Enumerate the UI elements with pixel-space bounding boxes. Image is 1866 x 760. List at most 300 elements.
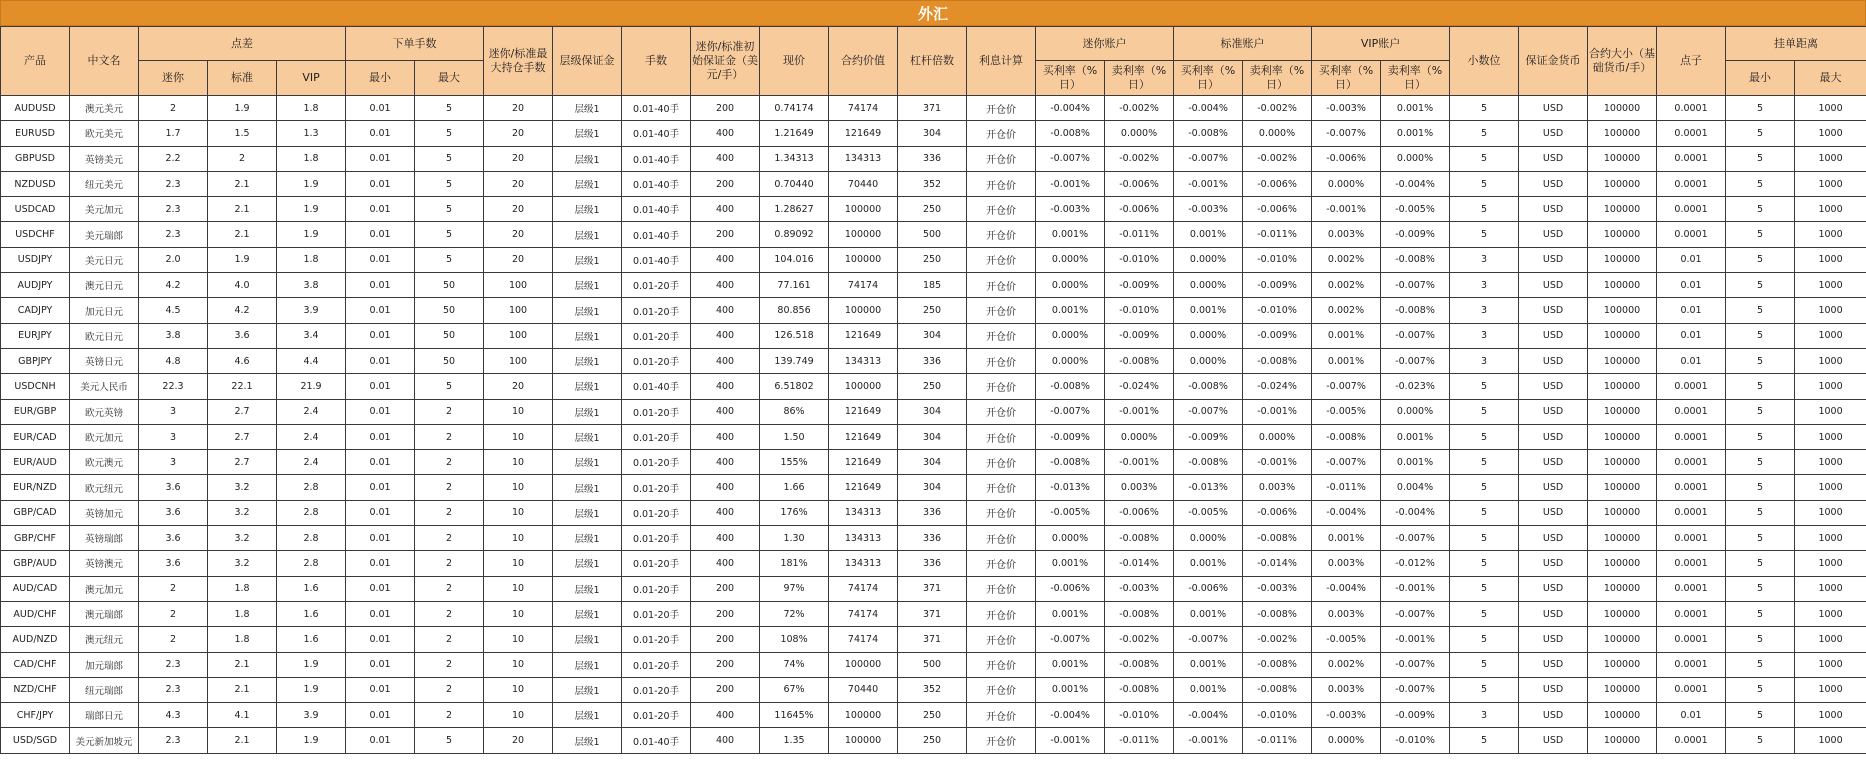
cell-chinese-name: 澳元加元 (70, 576, 139, 601)
cell-pending-max: 1000 (1795, 323, 1866, 348)
cell-tier-margin: 层级1 (553, 627, 622, 652)
cell-max-position: 20 (484, 96, 553, 121)
cell-chinese-name: 澳元瑞郎 (70, 601, 139, 626)
table-row (1, 627, 1866, 652)
cell-vip-buy-rate: 0.003% (1312, 677, 1381, 702)
cell-contract-value: 121649 (829, 323, 898, 348)
cell-lot-count: 0.01-20手 (622, 348, 691, 373)
cell-vip-buy-rate: 0.001% (1312, 323, 1381, 348)
cell-current-price: 1.21649 (760, 121, 829, 146)
cell-spread-vip: 2.8 (277, 475, 346, 500)
cell-pip: 0.0001 (1657, 399, 1726, 424)
cell-chinese-name: 澳元美元 (70, 96, 139, 121)
cell-mini-buy-rate: -0.008% (1036, 374, 1105, 399)
cell-vip-sell-rate: -0.012% (1381, 551, 1450, 576)
cell-contract-size: 100000 (1588, 677, 1657, 702)
cell-mini-buy-rate: 0.000% (1036, 273, 1105, 298)
cell-leverage: 336 (898, 146, 967, 171)
cell-pip: 0.0001 (1657, 171, 1726, 196)
cell-standard-sell-rate: -0.008% (1243, 348, 1312, 373)
cell-vip-sell-rate: -0.004% (1381, 171, 1450, 196)
cell-lots-max: 5 (415, 728, 484, 753)
cell-mini-sell-rate: -0.011% (1105, 728, 1174, 753)
cell-contract-size: 100000 (1588, 323, 1657, 348)
cell-current-price: 155% (760, 450, 829, 475)
cell-max-position: 10 (484, 652, 553, 677)
cell-interest-calc: 开仓价 (967, 526, 1036, 551)
cell-contract-size: 100000 (1588, 475, 1657, 500)
cell-contract-size: 100000 (1588, 703, 1657, 728)
cell-tier-margin: 层级1 (553, 526, 622, 551)
cell-spread-standard: 2.1 (208, 197, 277, 222)
cell-spread-vip: 2.8 (277, 500, 346, 525)
cell-product: GBP/CAD (1, 500, 70, 525)
cell-tier-margin: 层级1 (553, 348, 622, 373)
cell-chinese-name: 英镑日元 (70, 348, 139, 373)
cell-mini-sell-rate: -0.008% (1105, 677, 1174, 702)
cell-product: AUD/CAD (1, 576, 70, 601)
cell-contract-value: 134313 (829, 146, 898, 171)
cell-standard-sell-rate: -0.024% (1243, 374, 1312, 399)
cell-mini-sell-rate: -0.006% (1105, 500, 1174, 525)
cell-lots-min: 0.01 (346, 500, 415, 525)
cell-margin-currency: USD (1519, 298, 1588, 323)
cell-vip-buy-rate: -0.005% (1312, 627, 1381, 652)
cell-leverage: 371 (898, 627, 967, 652)
cell-pending-min: 5 (1726, 298, 1795, 323)
cell-lots-min: 0.01 (346, 222, 415, 247)
table-row (1, 424, 1866, 449)
cell-decimals: 5 (1450, 677, 1519, 702)
cell-standard-buy-rate: -0.008% (1174, 450, 1243, 475)
cell-lots-max: 2 (415, 677, 484, 702)
cell-product: CAD/CHF (1, 652, 70, 677)
cell-pending-max: 1000 (1795, 247, 1866, 272)
cell-vip-buy-rate: -0.007% (1312, 121, 1381, 146)
cell-interest-calc: 开仓价 (967, 273, 1036, 298)
cell-decimals: 5 (1450, 222, 1519, 247)
table-row (1, 171, 1866, 196)
cell-pending-min: 5 (1726, 703, 1795, 728)
cell-lots-max: 50 (415, 298, 484, 323)
cell-pending-max: 1000 (1795, 222, 1866, 247)
cell-lots-min: 0.01 (346, 298, 415, 323)
cell-pending-max: 1000 (1795, 273, 1866, 298)
cell-vip-buy-rate: 0.000% (1312, 171, 1381, 196)
cell-standard-sell-rate: -0.014% (1243, 551, 1312, 576)
cell-mini-buy-rate: 0.001% (1036, 677, 1105, 702)
cell-current-price: 181% (760, 551, 829, 576)
cell-contract-value: 121649 (829, 424, 898, 449)
cell-interest-calc: 开仓价 (967, 323, 1036, 348)
cell-spread-vip: 2.8 (277, 551, 346, 576)
cell-pip: 0.0001 (1657, 526, 1726, 551)
cell-tier-margin: 层级1 (553, 222, 622, 247)
cell-contract-size: 100000 (1588, 627, 1657, 652)
cell-mini-buy-rate: 0.000% (1036, 526, 1105, 551)
cell-spread-standard: 2.1 (208, 652, 277, 677)
cell-spread-mini: 2.3 (139, 728, 208, 753)
cell-spread-mini: 2.2 (139, 146, 208, 171)
cell-current-price: 139.749 (760, 348, 829, 373)
header-max-position: 迷你/标准最大持仓手数 (484, 27, 553, 96)
header-mini-account: 迷你账户 (1036, 27, 1174, 61)
header-standard-sell-rate: 卖利率（%日） (1243, 61, 1312, 96)
cell-margin-currency: USD (1519, 247, 1588, 272)
cell-spread-vip: 1.9 (277, 222, 346, 247)
cell-pending-max: 1000 (1795, 96, 1866, 121)
cell-product: USD/SGD (1, 728, 70, 753)
cell-pending-max: 1000 (1795, 576, 1866, 601)
cell-pending-min: 5 (1726, 652, 1795, 677)
cell-lots-min: 0.01 (346, 323, 415, 348)
cell-pip: 0.0001 (1657, 424, 1726, 449)
cell-standard-buy-rate: 0.001% (1174, 601, 1243, 626)
cell-vip-buy-rate: -0.001% (1312, 197, 1381, 222)
cell-pending-min: 5 (1726, 197, 1795, 222)
cell-chinese-name: 美元新加坡元 (70, 728, 139, 753)
cell-standard-buy-rate: 0.001% (1174, 551, 1243, 576)
cell-leverage: 352 (898, 171, 967, 196)
header-initial-margin: 迷你/标准初始保证金（美元/手） (691, 27, 760, 96)
cell-lots-min: 0.01 (346, 348, 415, 373)
cell-leverage: 352 (898, 677, 967, 702)
cell-leverage: 250 (898, 298, 967, 323)
cell-decimals: 5 (1450, 601, 1519, 626)
cell-lot-count: 0.01-20手 (622, 551, 691, 576)
cell-initial-margin: 200 (691, 576, 760, 601)
cell-current-price: 74% (760, 652, 829, 677)
cell-spread-mini: 2 (139, 627, 208, 652)
cell-standard-buy-rate: -0.004% (1174, 703, 1243, 728)
cell-current-price: 104.016 (760, 247, 829, 272)
cell-standard-sell-rate: 0.000% (1243, 424, 1312, 449)
cell-lots-max: 2 (415, 652, 484, 677)
cell-vip-sell-rate: -0.001% (1381, 576, 1450, 601)
cell-spread-vip: 3.9 (277, 298, 346, 323)
cell-spread-mini: 4.5 (139, 298, 208, 323)
cell-current-price: 176% (760, 500, 829, 525)
cell-spread-vip: 1.9 (277, 171, 346, 196)
cell-decimals: 3 (1450, 323, 1519, 348)
cell-contract-value: 100000 (829, 298, 898, 323)
cell-standard-buy-rate: 0.001% (1174, 298, 1243, 323)
cell-tier-margin: 层级1 (553, 273, 622, 298)
cell-mini-buy-rate: -0.007% (1036, 399, 1105, 424)
cell-decimals: 3 (1450, 273, 1519, 298)
cell-interest-calc: 开仓价 (967, 96, 1036, 121)
cell-product: CHF/JPY (1, 703, 70, 728)
cell-tier-margin: 层级1 (553, 323, 622, 348)
cell-mini-buy-rate: -0.007% (1036, 146, 1105, 171)
cell-vip-buy-rate: 0.002% (1312, 247, 1381, 272)
cell-standard-sell-rate: -0.006% (1243, 197, 1312, 222)
cell-current-price: 97% (760, 576, 829, 601)
header-mini-buy-rate: 买利率（%日） (1036, 61, 1105, 96)
cell-interest-calc: 开仓价 (967, 703, 1036, 728)
table-row (1, 222, 1866, 247)
cell-pip: 0.0001 (1657, 222, 1726, 247)
cell-chinese-name: 英镑澳元 (70, 551, 139, 576)
cell-decimals: 3 (1450, 247, 1519, 272)
header-lots-min: 最小 (346, 61, 415, 96)
cell-pending-max: 1000 (1795, 197, 1866, 222)
cell-product: CADJPY (1, 298, 70, 323)
cell-interest-calc: 开仓价 (967, 348, 1036, 373)
cell-standard-sell-rate: -0.010% (1243, 703, 1312, 728)
cell-chinese-name: 欧元纽元 (70, 475, 139, 500)
cell-standard-buy-rate: -0.004% (1174, 96, 1243, 121)
cell-pending-max: 1000 (1795, 627, 1866, 652)
cell-vip-buy-rate: 0.003% (1312, 601, 1381, 626)
cell-product: EUR/NZD (1, 475, 70, 500)
cell-vip-sell-rate: -0.009% (1381, 703, 1450, 728)
cell-tier-margin: 层级1 (553, 399, 622, 424)
cell-mini-sell-rate: -0.003% (1105, 576, 1174, 601)
cell-spread-standard: 4.2 (208, 298, 277, 323)
cell-vip-sell-rate: 0.000% (1381, 146, 1450, 171)
header-contract-size: 合约大小（基础货币/手） (1588, 27, 1657, 96)
cell-contract-size: 100000 (1588, 298, 1657, 323)
cell-contract-value: 121649 (829, 475, 898, 500)
table-row (1, 374, 1866, 399)
cell-chinese-name: 欧元英镑 (70, 399, 139, 424)
cell-initial-margin: 200 (691, 601, 760, 626)
cell-lots-max: 5 (415, 146, 484, 171)
cell-contract-value: 134313 (829, 500, 898, 525)
cell-spread-vip: 1.3 (277, 121, 346, 146)
cell-margin-currency: USD (1519, 146, 1588, 171)
cell-leverage: 336 (898, 500, 967, 525)
table-row (1, 399, 1866, 424)
cell-leverage: 304 (898, 323, 967, 348)
cell-pip: 0.0001 (1657, 728, 1726, 753)
cell-product: GBP/CHF (1, 526, 70, 551)
cell-pip: 0.0001 (1657, 475, 1726, 500)
cell-lots-max: 5 (415, 121, 484, 146)
cell-pending-max: 1000 (1795, 374, 1866, 399)
cell-contract-size: 100000 (1588, 171, 1657, 196)
forex-spec-table (0, 26, 1866, 754)
cell-vip-buy-rate: 0.002% (1312, 298, 1381, 323)
cell-chinese-name: 澳元日元 (70, 273, 139, 298)
cell-tier-margin: 层级1 (553, 424, 622, 449)
header-decimals: 小数位 (1450, 27, 1519, 96)
cell-mini-sell-rate: -0.002% (1105, 627, 1174, 652)
cell-standard-buy-rate: 0.000% (1174, 348, 1243, 373)
cell-spread-standard: 2 (208, 146, 277, 171)
cell-decimals: 5 (1450, 424, 1519, 449)
cell-pending-max: 1000 (1795, 121, 1866, 146)
table-row (1, 601, 1866, 626)
cell-pending-max: 1000 (1795, 348, 1866, 373)
cell-vip-buy-rate: -0.004% (1312, 500, 1381, 525)
cell-margin-currency: USD (1519, 475, 1588, 500)
cell-contract-size: 100000 (1588, 121, 1657, 146)
header-margin-currency: 保证金货币 (1519, 27, 1588, 96)
cell-spread-mini: 3.6 (139, 475, 208, 500)
header-pending-min: 最小 (1726, 61, 1795, 96)
cell-interest-calc: 开仓价 (967, 450, 1036, 475)
cell-lot-count: 0.01-20手 (622, 627, 691, 652)
cell-margin-currency: USD (1519, 424, 1588, 449)
cell-leverage: 304 (898, 475, 967, 500)
cell-lots-min: 0.01 (346, 171, 415, 196)
header-leverage: 杠杆倍数 (898, 27, 967, 96)
cell-pending-max: 1000 (1795, 146, 1866, 171)
cell-interest-calc: 开仓价 (967, 399, 1036, 424)
cell-initial-margin: 400 (691, 197, 760, 222)
cell-pending-max: 1000 (1795, 601, 1866, 626)
cell-spread-mini: 3 (139, 399, 208, 424)
table-row (1, 197, 1866, 222)
cell-current-price: 126.518 (760, 323, 829, 348)
cell-spread-mini: 2.3 (139, 197, 208, 222)
cell-mini-buy-rate: 0.001% (1036, 298, 1105, 323)
cell-current-price: 80.856 (760, 298, 829, 323)
cell-mini-buy-rate: -0.001% (1036, 171, 1105, 196)
cell-mini-sell-rate: -0.002% (1105, 96, 1174, 121)
cell-mini-buy-rate: 0.000% (1036, 247, 1105, 272)
cell-product: NZDUSD (1, 171, 70, 196)
cell-chinese-name: 加元日元 (70, 298, 139, 323)
cell-contract-size: 100000 (1588, 601, 1657, 626)
cell-interest-calc: 开仓价 (967, 374, 1036, 399)
cell-contract-value: 74174 (829, 96, 898, 121)
cell-spread-vip: 1.6 (277, 627, 346, 652)
cell-pending-min: 5 (1726, 475, 1795, 500)
cell-tier-margin: 层级1 (553, 374, 622, 399)
cell-mini-buy-rate: -0.008% (1036, 450, 1105, 475)
cell-product: EUR/AUD (1, 450, 70, 475)
cell-pip: 0.01 (1657, 298, 1726, 323)
cell-tier-margin: 层级1 (553, 576, 622, 601)
cell-chinese-name: 纽元瑞郎 (70, 677, 139, 702)
cell-lots-max: 2 (415, 475, 484, 500)
cell-contract-value: 70440 (829, 171, 898, 196)
cell-max-position: 20 (484, 146, 553, 171)
cell-mini-sell-rate: -0.011% (1105, 222, 1174, 247)
cell-standard-sell-rate: -0.006% (1243, 500, 1312, 525)
cell-interest-calc: 开仓价 (967, 652, 1036, 677)
cell-contract-value: 70440 (829, 677, 898, 702)
cell-leverage: 371 (898, 96, 967, 121)
cell-current-price: 1.66 (760, 475, 829, 500)
cell-initial-margin: 200 (691, 677, 760, 702)
cell-vip-sell-rate: -0.007% (1381, 273, 1450, 298)
cell-lots-min: 0.01 (346, 146, 415, 171)
cell-margin-currency: USD (1519, 677, 1588, 702)
cell-standard-buy-rate: -0.009% (1174, 424, 1243, 449)
table-row (1, 703, 1866, 728)
cell-tier-margin: 层级1 (553, 121, 622, 146)
cell-pip: 0.01 (1657, 703, 1726, 728)
cell-contract-value: 74174 (829, 273, 898, 298)
cell-standard-sell-rate: 0.003% (1243, 475, 1312, 500)
cell-margin-currency: USD (1519, 526, 1588, 551)
cell-chinese-name: 美元人民币 (70, 374, 139, 399)
cell-current-price: 86% (760, 399, 829, 424)
cell-standard-sell-rate: -0.001% (1243, 450, 1312, 475)
cell-decimals: 5 (1450, 121, 1519, 146)
cell-pip: 0.0001 (1657, 197, 1726, 222)
cell-vip-buy-rate: -0.004% (1312, 576, 1381, 601)
cell-mini-buy-rate: -0.001% (1036, 728, 1105, 753)
cell-max-position: 20 (484, 247, 553, 272)
cell-lots-min: 0.01 (346, 273, 415, 298)
cell-standard-buy-rate: -0.007% (1174, 627, 1243, 652)
cell-standard-sell-rate: -0.008% (1243, 677, 1312, 702)
cell-spread-mini: 2 (139, 96, 208, 121)
header-current-price: 现价 (760, 27, 829, 96)
cell-standard-sell-rate: -0.002% (1243, 96, 1312, 121)
cell-pip: 0.0001 (1657, 627, 1726, 652)
cell-max-position: 100 (484, 323, 553, 348)
cell-tier-margin: 层级1 (553, 601, 622, 626)
cell-mini-buy-rate: -0.005% (1036, 500, 1105, 525)
cell-vip-sell-rate: 0.000% (1381, 399, 1450, 424)
header-lots-max: 最大 (415, 61, 484, 96)
cell-vip-buy-rate: -0.003% (1312, 703, 1381, 728)
cell-vip-sell-rate: -0.007% (1381, 348, 1450, 373)
cell-chinese-name: 欧元日元 (70, 323, 139, 348)
cell-decimals: 5 (1450, 576, 1519, 601)
cell-contract-size: 100000 (1588, 500, 1657, 525)
cell-contract-value: 74174 (829, 627, 898, 652)
cell-mini-sell-rate: -0.008% (1105, 348, 1174, 373)
cell-leverage: 250 (898, 374, 967, 399)
cell-margin-currency: USD (1519, 374, 1588, 399)
cell-lots-min: 0.01 (346, 197, 415, 222)
cell-vip-buy-rate: -0.006% (1312, 146, 1381, 171)
cell-pending-min: 5 (1726, 601, 1795, 626)
cell-interest-calc: 开仓价 (967, 551, 1036, 576)
cell-standard-buy-rate: 0.000% (1174, 323, 1243, 348)
cell-spread-standard: 3.2 (208, 526, 277, 551)
cell-standard-sell-rate: -0.002% (1243, 146, 1312, 171)
cell-spread-mini: 4.3 (139, 703, 208, 728)
cell-spread-mini: 2.3 (139, 677, 208, 702)
cell-tier-margin: 层级1 (553, 500, 622, 525)
cell-pending-max: 1000 (1795, 526, 1866, 551)
cell-pip: 0.01 (1657, 273, 1726, 298)
cell-product: EUR/GBP (1, 399, 70, 424)
cell-spread-vip: 1.6 (277, 576, 346, 601)
table-row (1, 526, 1866, 551)
table-row (1, 576, 1866, 601)
cell-decimals: 5 (1450, 399, 1519, 424)
cell-pending-min: 5 (1726, 450, 1795, 475)
cell-contract-value: 100000 (829, 247, 898, 272)
cell-margin-currency: USD (1519, 576, 1588, 601)
cell-margin-currency: USD (1519, 399, 1588, 424)
cell-interest-calc: 开仓价 (967, 627, 1036, 652)
cell-max-position: 10 (484, 703, 553, 728)
cell-pip: 0.0001 (1657, 374, 1726, 399)
cell-mini-buy-rate: 0.000% (1036, 323, 1105, 348)
cell-standard-buy-rate: -0.006% (1174, 576, 1243, 601)
cell-current-price: 0.89092 (760, 222, 829, 247)
cell-mini-buy-rate: -0.008% (1036, 121, 1105, 146)
cell-initial-margin: 400 (691, 399, 760, 424)
cell-spread-vip: 1.9 (277, 677, 346, 702)
cell-mini-sell-rate: -0.014% (1105, 551, 1174, 576)
header-pending-max: 最大 (1795, 61, 1866, 96)
cell-tier-margin: 层级1 (553, 728, 622, 753)
cell-spread-standard: 1.8 (208, 576, 277, 601)
header-product: 产品 (1, 27, 70, 96)
cell-margin-currency: USD (1519, 601, 1588, 626)
